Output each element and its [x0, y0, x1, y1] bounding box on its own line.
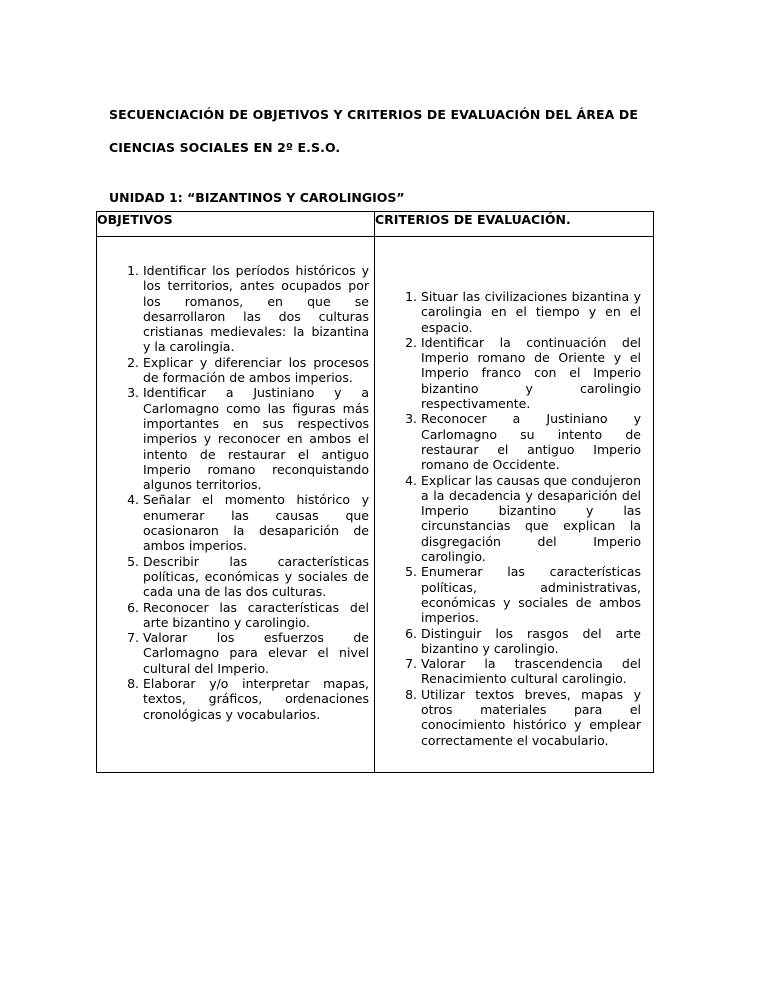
objective-item: 2. Explicar y diferenciar los procesos de formación de ambos imperios.: [143, 355, 369, 386]
objectives-criteria-table: [96, 211, 654, 773]
table-header-row: [97, 212, 654, 237]
objective-item: 5. Describir las características políticas, económicas y sociales de cada una de las dos culturas.: [143, 554, 369, 600]
table-body-row: [97, 237, 654, 773]
criterion-item: 3. Reconocer a Justiniano y Carlomagno su intento de restaurar el antiguo Imperio romano de Occidente.: [421, 411, 641, 472]
objective-item: 3. Identificar a Justiniano y a Carlomagno como las figuras más importantes en sus respectivos imperios y reconocer en ambos el intento de restaurar el antiguo Imperio romano reconquistando algunos territorios.: [143, 385, 369, 492]
objective-item: 4. Señalar el momento histórico y enumerar las causas que ocasionaron la desaparición de ambos imperios.: [143, 492, 369, 553]
criterion-item: 7. Valorar la trascendencia del Renacimiento cultural carolingio.: [421, 656, 641, 687]
criterion-item: 4. Explicar las causas que condujeron a la decadencia y desaparición del Imperio bizantino y las circunstancias que explican la disgregación del Imperio carolingio.: [421, 473, 641, 565]
criterion-item: 1. Situar las civilizaciones bizantina y carolingia en el tiempo y en el espacio.: [421, 289, 641, 335]
objectives-cell: [97, 237, 375, 773]
criterion-item: 2. Identificar la continuación del Imperio romano de Oriente y el Imperio franco con el Imperio bizantino y carolingio respectivamente.: [421, 335, 641, 411]
unit-title: UNIDAD 1: “BIZANTINOS Y CAROLINGIOS”: [109, 190, 405, 205]
objective-item: 7. Valorar los esfuerzos de Carlomagno para elevar el nivel cultural del Imperio.: [143, 630, 369, 676]
objectives-header: OBJETIVOS: [97, 212, 375, 237]
objective-item: 8. Elaborar y/o interpretar mapas, textos, gráficos, ordenaciones cronológicas y vocabularios.: [143, 676, 369, 722]
criterion-item: 5. Enumerar las características políticas, administrativas, económicas y sociales de ambos imperios.: [421, 564, 641, 625]
criteria-header: CRITERIOS DE EVALUACIÓN.: [375, 212, 654, 237]
objective-item: 6. Reconocer las características del arte bizantino y carolingio.: [143, 600, 369, 631]
criterion-item: 6. Distinguir los rasgos del arte bizantino y carolingio.: [421, 626, 641, 657]
criteria-cell: [375, 237, 654, 773]
criteria-list: [375, 289, 641, 748]
criterion-item: 8. Utilizar textos breves, mapas y otros materiales para el conocimiento histórico y emplear correctamente el vocabulario.: [421, 687, 641, 748]
objective-item: 1. Identificar los períodos históricos y los territorios, antes ocupados por los romanos, en que se desarrollaron las dos culturas cristianas medievales: la bizantina y la carolingia.: [143, 263, 369, 355]
document-title: SECUENCIACIÓN DE OBJETIVOS Y CRITERIOS DE EVALUACIÓN DEL ÁREA DE CIENCIAS SOCIALES EN 2º E.S.O.: [109, 107, 638, 155]
objectives-list: [97, 263, 369, 722]
